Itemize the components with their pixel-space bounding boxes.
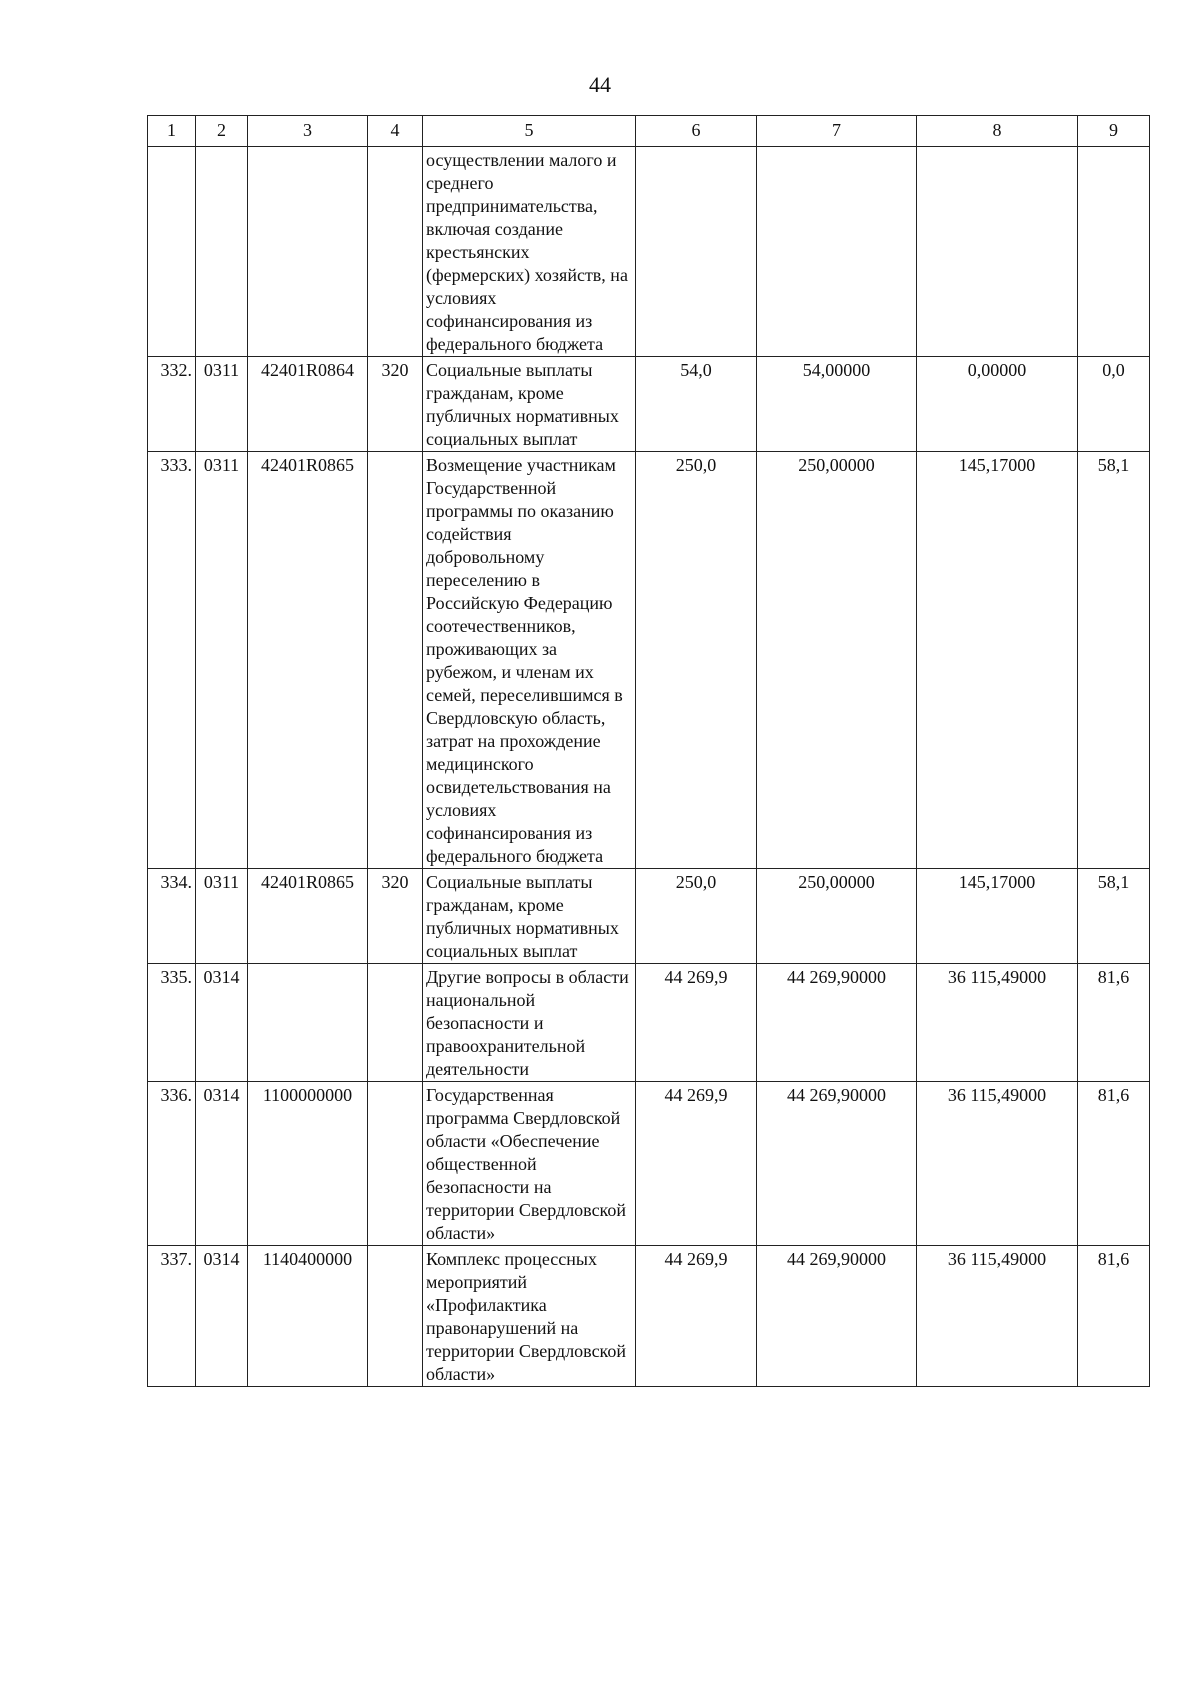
header-col-7: 7 (757, 116, 917, 147)
table-row (148, 964, 1150, 1082)
row-number: 333. (148, 452, 196, 869)
target-article-code: 1100000000 (248, 1082, 368, 1246)
expense-type-code (368, 964, 423, 1082)
planned-amount: 44 269,90000 (757, 964, 917, 1082)
execution-percent: 58,1 (1078, 452, 1150, 869)
section-code: 0314 (196, 1246, 248, 1387)
item-name: Комплекс процессных мероприятий «Профилактика правонарушений на территории Свердловской области» (423, 1246, 636, 1387)
item-name: Возмещение участникам Государственной программы по оказанию содействия добровольному переселению в Российскую Федерацию соотечественников, проживающих за рубежом, и членам их семей, переселившимся в Свердловскую область, затрат на прохождение медицинского освидетельствования на условиях софинансирования из федерального бюджета (423, 452, 636, 869)
expense-type-code (368, 1082, 423, 1246)
header-col-8: 8 (917, 116, 1078, 147)
target-article-code (248, 147, 368, 357)
expense-type-code: 320 (368, 869, 423, 964)
planned-amount: 44 269,90000 (757, 1082, 917, 1246)
header-col-2: 2 (196, 116, 248, 147)
section-code: 0311 (196, 869, 248, 964)
approved-amount (636, 147, 757, 357)
executed-amount: 0,00000 (917, 357, 1078, 452)
execution-percent: 0,0 (1078, 357, 1150, 452)
row-number: 336. (148, 1082, 196, 1246)
approved-amount: 250,0 (636, 869, 757, 964)
header-col-3: 3 (248, 116, 368, 147)
executed-amount: 36 115,49000 (917, 1082, 1078, 1246)
executed-amount: 145,17000 (917, 452, 1078, 869)
header-col-5: 5 (423, 116, 636, 147)
table-row (148, 1082, 1150, 1246)
table-row (148, 147, 1150, 357)
table-row (148, 869, 1150, 964)
target-article-code: 42401R0865 (248, 452, 368, 869)
item-name: осуществлении малого и среднего предпринимательства, включая создание крестьянских (фермерских) хозяйств, на условиях софинансирования из федерального бюджета (423, 147, 636, 357)
executed-amount: 145,17000 (917, 869, 1078, 964)
expense-type-code (368, 147, 423, 357)
executed-amount: 36 115,49000 (917, 964, 1078, 1082)
planned-amount: 44 269,90000 (757, 1246, 917, 1387)
execution-percent: 81,6 (1078, 1246, 1150, 1387)
table-row (148, 1246, 1150, 1387)
header-col-9: 9 (1078, 116, 1150, 147)
table-row (148, 357, 1150, 452)
expense-type-code (368, 452, 423, 869)
table-row (148, 452, 1150, 869)
planned-amount: 250,00000 (757, 452, 917, 869)
approved-amount: 44 269,9 (636, 1246, 757, 1387)
target-article-code (248, 964, 368, 1082)
expense-type-code: 320 (368, 357, 423, 452)
item-name: Государственная программа Свердловской области «Обеспечение общественной безопасности на территории Свердловской области» (423, 1082, 636, 1246)
item-name: Социальные выплаты гражданам, кроме публичных нормативных социальных выплат (423, 869, 636, 964)
approved-amount: 44 269,9 (636, 964, 757, 1082)
approved-amount: 250,0 (636, 452, 757, 869)
budget-table (147, 115, 1150, 1387)
section-code: 0311 (196, 452, 248, 869)
section-code: 0314 (196, 1082, 248, 1246)
execution-percent: 81,6 (1078, 1082, 1150, 1246)
execution-percent: 58,1 (1078, 869, 1150, 964)
section-code: 0311 (196, 357, 248, 452)
row-number: 334. (148, 869, 196, 964)
executed-amount: 36 115,49000 (917, 1246, 1078, 1387)
header-col-4: 4 (368, 116, 423, 147)
approved-amount: 54,0 (636, 357, 757, 452)
planned-amount (757, 147, 917, 357)
row-number: 335. (148, 964, 196, 1082)
expense-type-code (368, 1246, 423, 1387)
row-number: 337. (148, 1246, 196, 1387)
execution-percent: 81,6 (1078, 964, 1150, 1082)
item-name: Социальные выплаты гражданам, кроме публичных нормативных социальных выплат (423, 357, 636, 452)
item-name: Другие вопросы в области национальной безопасности и правоохранительной деятельности (423, 964, 636, 1082)
table-header-row (148, 116, 1150, 147)
section-code (196, 147, 248, 357)
target-article-code: 1140400000 (248, 1246, 368, 1387)
target-article-code: 42401R0865 (248, 869, 368, 964)
approved-amount: 44 269,9 (636, 1082, 757, 1246)
planned-amount: 250,00000 (757, 869, 917, 964)
row-number: 332. (148, 357, 196, 452)
header-col-1: 1 (148, 116, 196, 147)
page-number: 44 (589, 72, 611, 97)
target-article-code: 42401R0864 (248, 357, 368, 452)
execution-percent (1078, 147, 1150, 357)
planned-amount: 54,00000 (757, 357, 917, 452)
row-number (148, 147, 196, 357)
section-code: 0314 (196, 964, 248, 1082)
executed-amount (917, 147, 1078, 357)
header-col-6: 6 (636, 116, 757, 147)
